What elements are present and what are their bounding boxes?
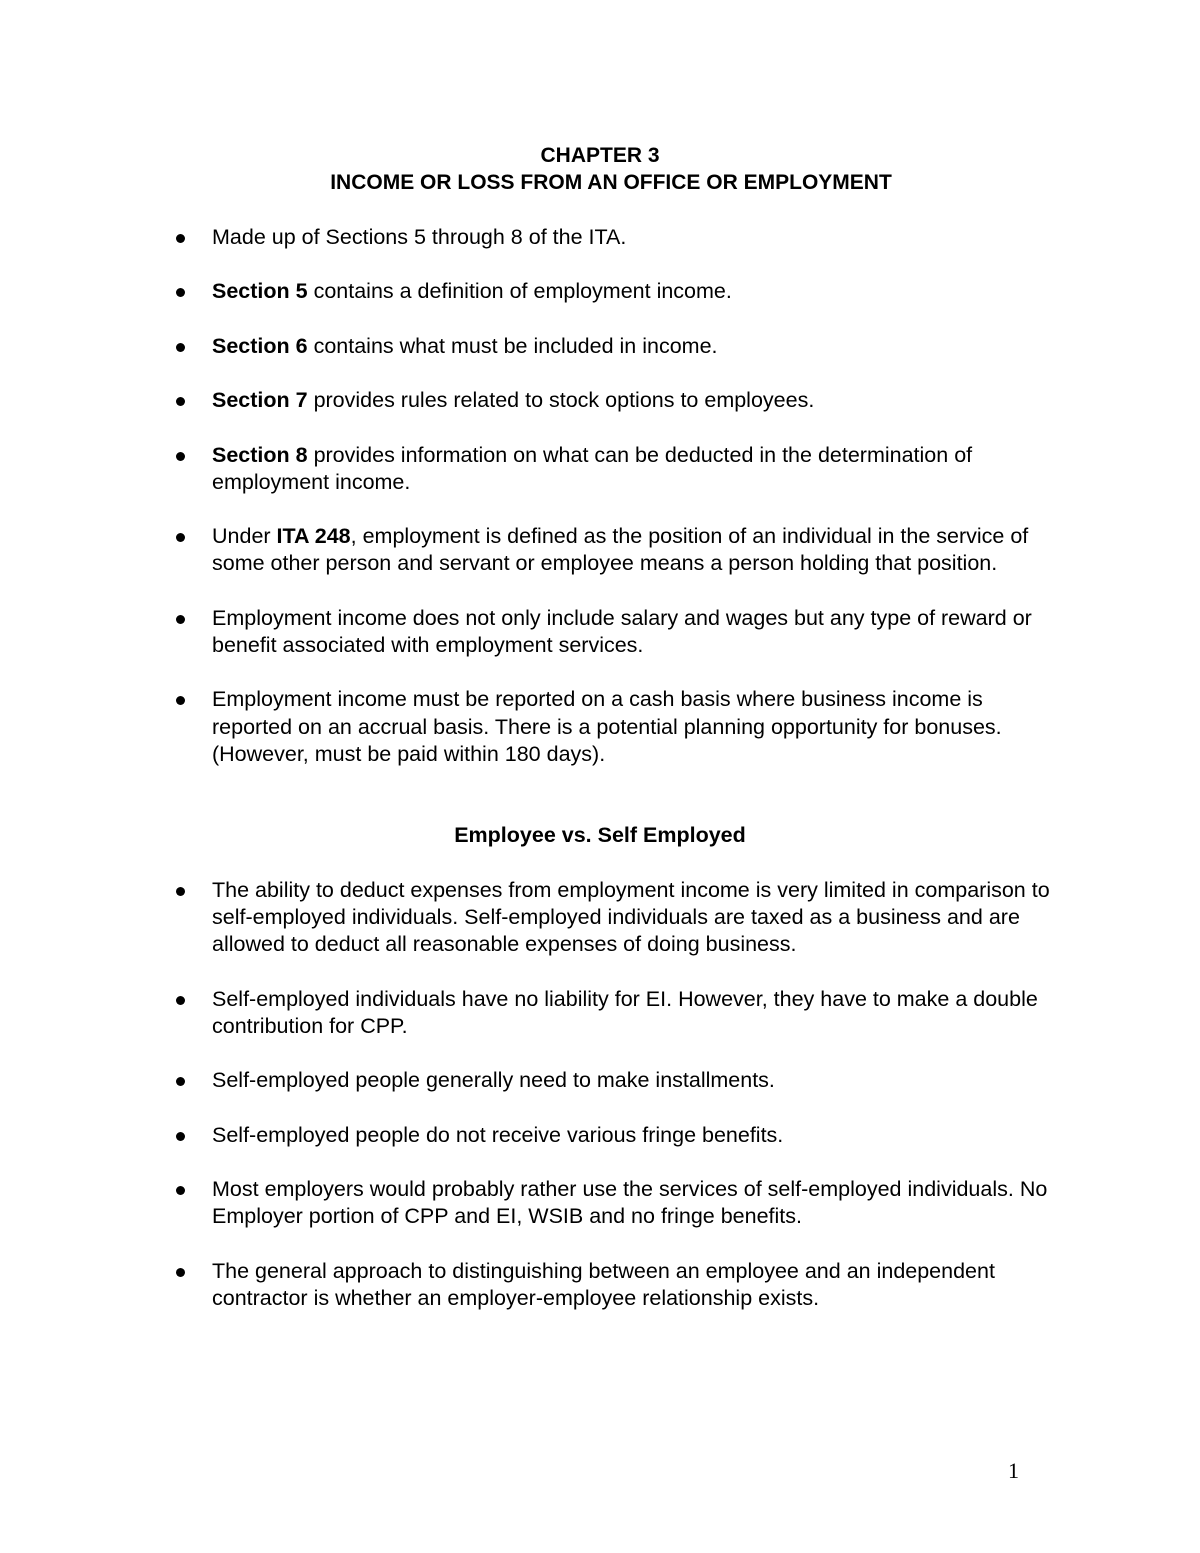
list-item: Section 7 provides rules related to stock options to employees.	[172, 387, 1052, 414]
list-item: Section 6 contains what must be included in income.	[172, 333, 1052, 360]
chapter-title-block	[0, 142, 1200, 196]
list-item: The general approach to distinguishing between an employee and an independent contractor is whether an employer-employee relationship exists.	[172, 1258, 1052, 1312]
page-number: 1	[1008, 1458, 1019, 1483]
list-item: Section 8 provides information on what can be deducted in the determination of employment income.	[172, 442, 1052, 496]
list-item: Self-employed people generally need to make installments.	[172, 1067, 1052, 1094]
chapter-number: CHAPTER 3	[540, 144, 660, 167]
list-item: Employment income must be reported on a cash basis where business income is reported on an accrual basis. There is a potential planning opportunity for bonuses. (However, must be paid within 180 days).	[172, 686, 1052, 768]
section-heading: Employee vs. Self Employed	[454, 823, 746, 847]
list-item: Under ITA 248, employment is defined as the position of an individual in the service of some other person and servant or employee means a person holding that position.	[172, 523, 1052, 577]
chapter-title: INCOME OR LOSS FROM AN OFFICE OR EMPLOYMENT	[330, 171, 892, 194]
list-item: The ability to deduct expenses from employment income is very limited in comparison to self-employed individuals. Self-employed individuals are taxed as a business and are allowed to deduct all reasonable expenses of doing business.	[172, 877, 1052, 959]
list-item: Most employers would probably rather use the services of self-employed individuals. No Employer portion of CPP and EI, WSIB and no fringe benefits.	[172, 1176, 1052, 1230]
employee-vs-self-employed-list	[172, 877, 1052, 1339]
list-item: Made up of Sections 5 through 8 of the ITA.	[172, 224, 1052, 251]
list-item: Self-employed individuals have no liability for EI. However, they have to make a double contribution for CPP.	[172, 986, 1052, 1040]
list-item: Employment income does not only include salary and wages but any type of reward or benefit associated with employment services.	[172, 605, 1052, 659]
list-item: Self-employed people do not receive various fringe benefits.	[172, 1122, 1052, 1149]
list-item: Section 5 contains a definition of employment income.	[172, 278, 1052, 305]
employment-income-list	[172, 224, 1052, 795]
